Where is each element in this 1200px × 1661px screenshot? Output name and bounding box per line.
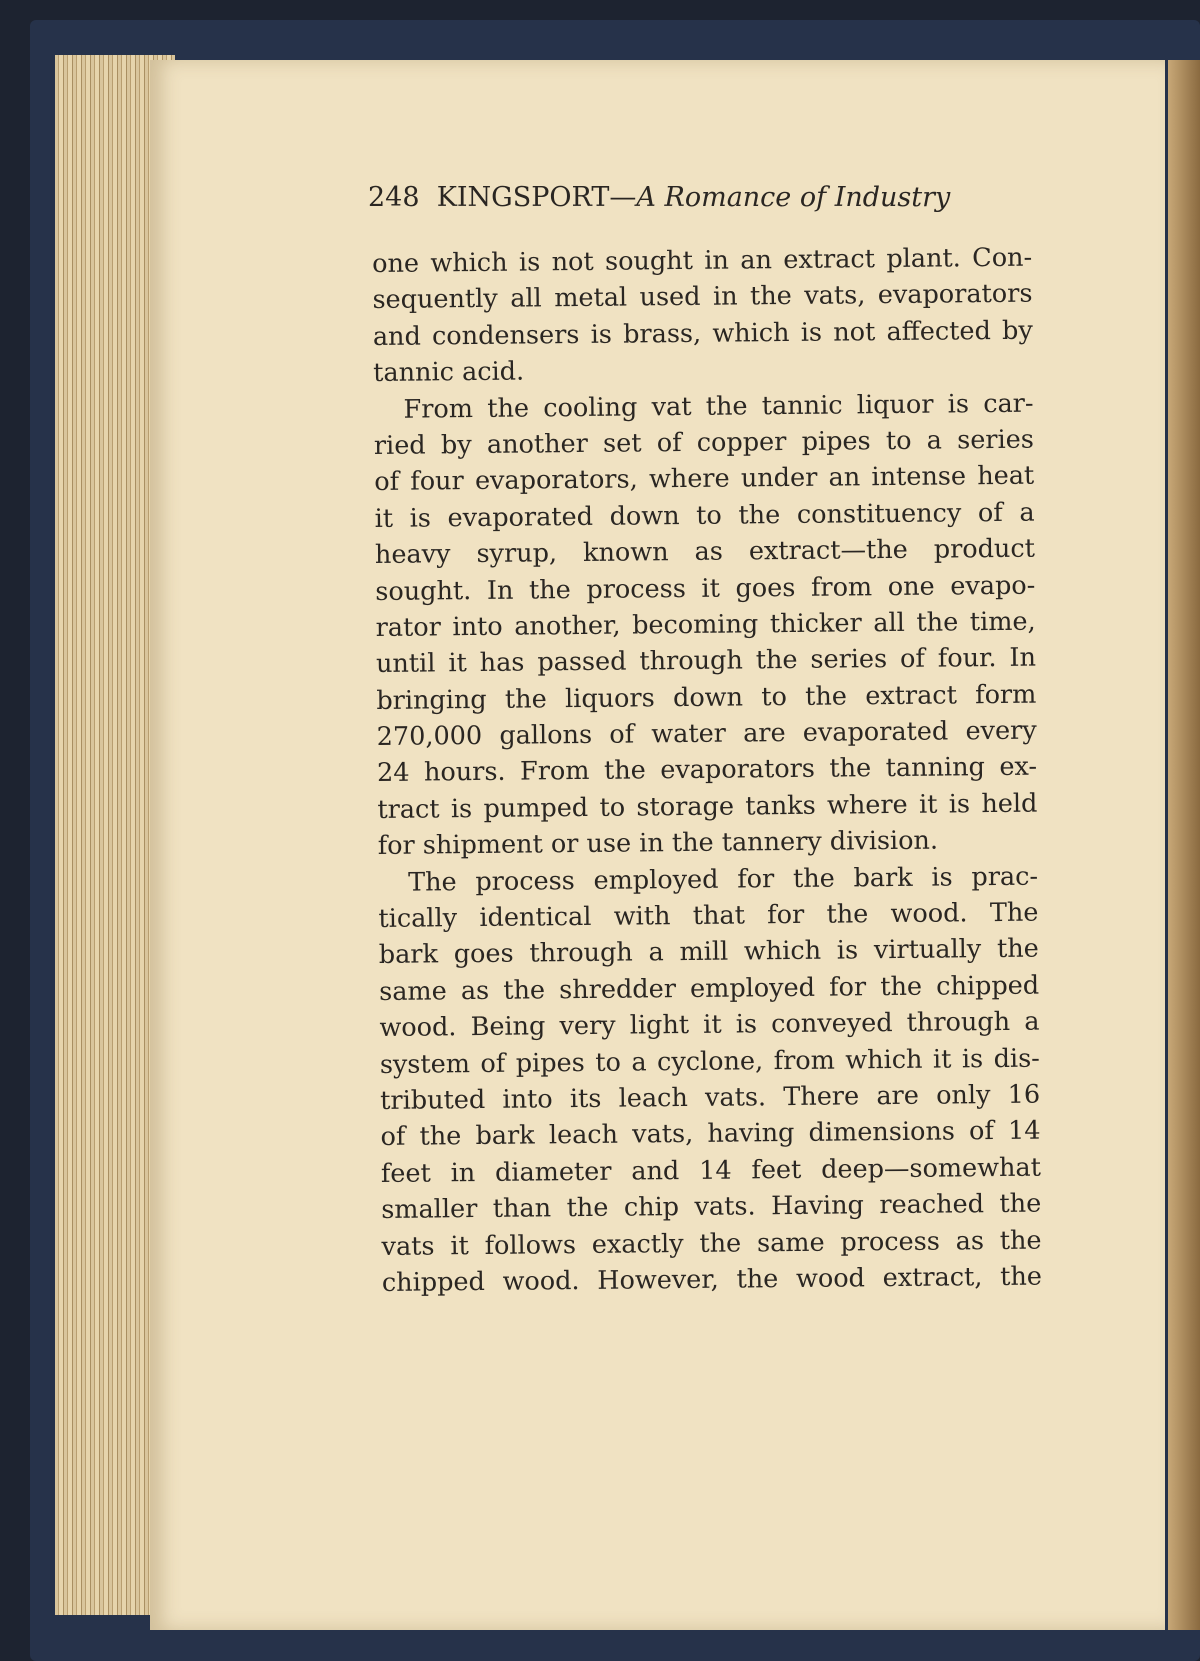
text-line: heavy syrup, known as extract—the product	[374, 533, 1036, 571]
facing-page-edge	[1168, 60, 1200, 1630]
text-line: bark goes through a mill which is virtually the	[378, 934, 1039, 971]
book-title: KINGSPORT—	[436, 182, 637, 213]
text-line: of the bark leach vats, having dimensions of 14	[380, 1115, 1041, 1153]
text-line: tically identical with that for the wood. The	[378, 897, 1039, 934]
text-line: 270,000 gallons of water are evaporated every	[376, 715, 1037, 753]
text-line: feet in diameter and 14 feet deep—somewhat	[380, 1152, 1042, 1189]
text-line: tract is pumped to storage tanks where it is held	[377, 788, 1038, 825]
text-line: The process employed for the bark is prac-	[407, 861, 1039, 898]
running-header	[368, 182, 1028, 213]
page-number: 248	[368, 182, 420, 213]
text-line: rator into another, becoming thicker all the time,	[375, 606, 1036, 643]
text-line: system of pipes to a cyclone, from which it is dis-	[379, 1043, 1040, 1080]
text-line: ried by another set of copper pipes to a series	[373, 424, 1035, 461]
text-line: From the cooling vat the tannic liquor is car-	[403, 388, 1034, 425]
text-line: wood. Being very light it is conveyed through a	[379, 1006, 1040, 1044]
text-line: sequently all metal used in the vats, evaporators	[372, 279, 1033, 316]
text-line: one which is not sought in an extract plant. Con-	[372, 242, 1033, 279]
text-line: 24 hours. From the evaporators the tanning ex-	[376, 752, 1038, 789]
text-line: bringing the liquors down to the extract form	[376, 679, 1037, 716]
text-line: sought. In the process it goes from one evapo-	[375, 570, 1036, 607]
book-subtitle: A Romance of Industry	[636, 182, 951, 213]
text-line: it is evaporated down to the constituency of a	[374, 497, 1035, 534]
body-text	[372, 240, 1042, 1302]
text-line: vats it follows exactly the same process as the	[381, 1225, 1042, 1262]
text-line: smaller than the chip vats. Having reached the	[381, 1188, 1042, 1226]
text-line: and condensers is brass, which is not affected by	[372, 315, 1033, 352]
text-line: same as the shredder employed for the chipped	[379, 970, 1040, 1007]
text-line: chipped wood. However, the wood extract, the	[381, 1261, 1043, 1298]
text-line: tannic acid.	[373, 356, 525, 389]
text-line: until it has passed through the series of four. In	[375, 642, 1037, 680]
text-line: of four evaporators, where under an intense heat	[374, 460, 1035, 498]
text-line: tributed into its leach vats. There are only 16	[380, 1079, 1041, 1116]
text-line: for shipment or use in the tannery division.	[377, 825, 939, 862]
